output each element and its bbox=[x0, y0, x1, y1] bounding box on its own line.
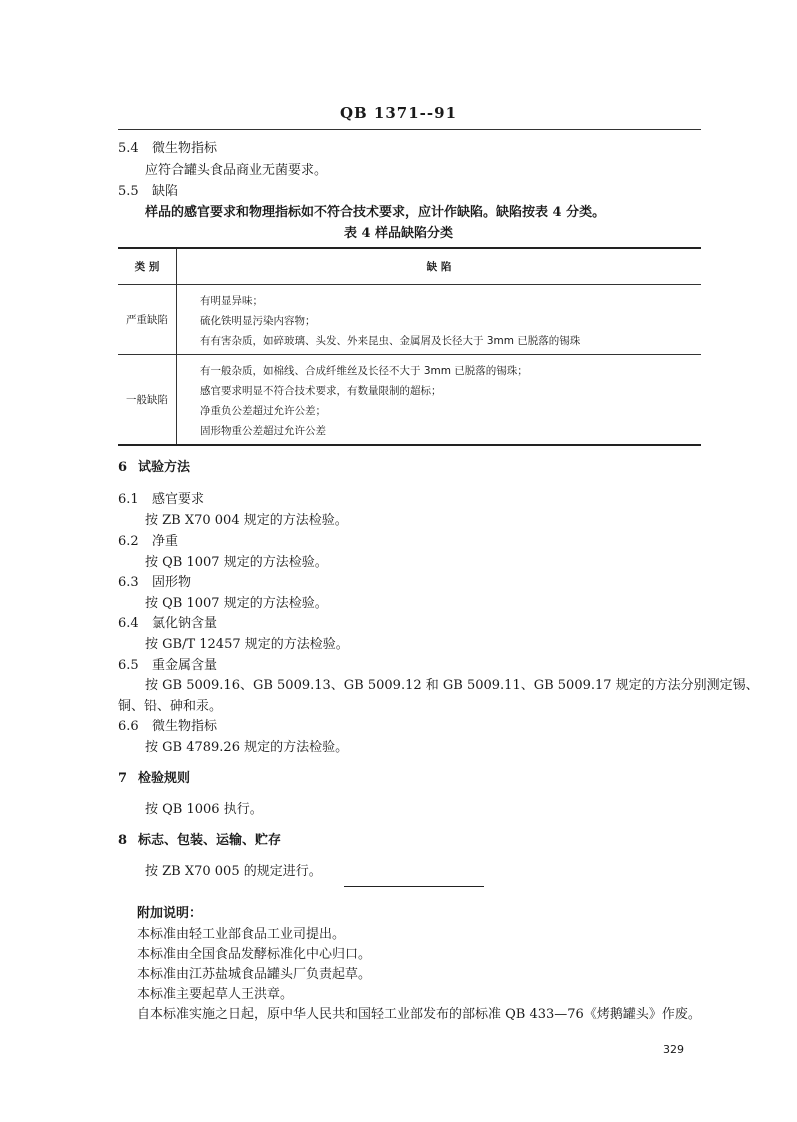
defect-item: 硫化铁明显污染内容物； bbox=[200, 315, 316, 327]
section-5-5-text: 样品的感官要求和物理指标如不符合技术要求，应计作缺陷。缺陷按表 4 分类。 bbox=[145, 205, 606, 220]
section-6-5-text-continued: 铜、铅、砷和汞。 bbox=[118, 699, 223, 714]
section-8-heading bbox=[118, 833, 281, 849]
defect-item: 固形物重公差超过允许公差 bbox=[200, 425, 326, 437]
section-8-text: 按 ZB X70 005 的规定进行。 bbox=[145, 864, 322, 879]
section-number: 6.4 bbox=[118, 616, 139, 631]
table-4-caption: 表 4 样品缺陷分类 bbox=[343, 226, 454, 241]
section-number: 5.5 bbox=[118, 184, 139, 199]
section-number: 6.2 bbox=[118, 534, 139, 549]
section-title: 标志、包装、运输、贮存 bbox=[138, 833, 282, 848]
defect-items-cell bbox=[177, 285, 702, 355]
section-6-5-heading bbox=[118, 658, 217, 674]
section-title: 感官要求 bbox=[152, 492, 205, 507]
section-6-4-text: 按 GB/T 12457 规定的方法检验。 bbox=[145, 637, 349, 652]
defect-items-cell bbox=[177, 355, 702, 446]
defect-item: 有明显异味； bbox=[200, 295, 263, 307]
section-6-5-text: 按 GB 5009.16、GB 5009.13、GB 5009.12 和 GB 5009.11、GB 5009.17 规定的方法分别测定锡、 bbox=[145, 678, 759, 693]
defect-item: 有有害杂质，如碎玻璃、头发、外来昆虫、金属屑及长径大于 3mm 已脱落的锡珠 bbox=[200, 335, 581, 347]
notes-line: 自本标准实施之日起，原中华人民共和国轻工业部发布的部标准 QB 433—76《烤鹅罐头》作废。 bbox=[137, 1007, 701, 1022]
defect-item: 有一般杂质，如棉线、合成纤维丝及长径不大于 3mm 已脱落的锡珠； bbox=[200, 365, 528, 377]
section-title: 氯化钠含量 bbox=[152, 616, 218, 631]
page-number: 329 bbox=[663, 1043, 684, 1056]
section-number: 8 bbox=[118, 833, 128, 848]
table-row bbox=[118, 285, 701, 355]
section-title: 缺陷 bbox=[152, 184, 179, 199]
section-6-4-heading bbox=[118, 616, 217, 632]
section-title: 固形物 bbox=[152, 575, 192, 590]
table-row bbox=[118, 355, 701, 446]
notes-line: 本标准由全国食品发酵标准化中心归口。 bbox=[137, 947, 372, 962]
section-number: 6.3 bbox=[118, 575, 139, 590]
standard-code-header: QB 1371--91 bbox=[339, 104, 458, 122]
notes-title: 附加说明： bbox=[137, 906, 203, 921]
end-rule bbox=[344, 886, 484, 887]
section-6-2-heading bbox=[118, 534, 178, 550]
defect-item: 感官要求明显不符合技术要求，有数量限制的超标； bbox=[200, 385, 442, 397]
section-7-text: 按 QB 1006 执行。 bbox=[145, 802, 263, 817]
section-6-1-text: 按 ZB X70 004 规定的方法检验。 bbox=[145, 513, 348, 528]
column-header-defect: 缺 陷 bbox=[177, 248, 702, 285]
section-6-6-text: 按 GB 4789.26 规定的方法检验。 bbox=[145, 740, 349, 755]
table-header-row bbox=[118, 248, 701, 285]
section-number: 5.4 bbox=[118, 141, 139, 156]
section-number: 7 bbox=[118, 771, 128, 786]
section-number: 6 bbox=[118, 460, 128, 475]
notes-line: 本标准由轻工业部食品工业司提出。 bbox=[137, 927, 346, 942]
section-number: 6.1 bbox=[118, 492, 139, 507]
section-title: 净重 bbox=[152, 534, 179, 549]
section-title: 试验方法 bbox=[138, 460, 191, 475]
defect-classification-table bbox=[118, 247, 701, 446]
column-header-category: 类 别 bbox=[118, 248, 177, 285]
section-6-1-heading bbox=[118, 492, 204, 508]
section-title: 检验规则 bbox=[138, 771, 191, 786]
section-6-2-text: 按 QB 1007 规定的方法检验。 bbox=[145, 555, 328, 570]
section-title: 微生物指标 bbox=[152, 719, 218, 734]
section-number: 6.5 bbox=[118, 658, 139, 673]
section-5-4-text: 应符合罐头食品商业无菌要求。 bbox=[145, 163, 328, 178]
defect-item: 净重负公差超过允许公差； bbox=[200, 405, 326, 417]
section-6-3-heading bbox=[118, 575, 191, 591]
notes-line: 本标准由江苏盐城食品罐头厂负责起草。 bbox=[137, 967, 372, 982]
section-6-3-text: 按 QB 1007 规定的方法检验。 bbox=[145, 596, 328, 611]
header-rule bbox=[118, 129, 701, 130]
section-number: 6.6 bbox=[118, 719, 139, 734]
section-6-6-heading bbox=[118, 719, 217, 735]
section-5-4-heading bbox=[118, 141, 217, 157]
section-6-heading bbox=[118, 460, 190, 476]
section-title: 重金属含量 bbox=[152, 658, 218, 673]
section-title: 微生物指标 bbox=[152, 141, 218, 156]
section-5-5-heading bbox=[118, 184, 178, 200]
section-7-heading bbox=[118, 771, 190, 787]
notes-line: 本标准主要起草人王洪章。 bbox=[137, 987, 294, 1002]
category-cell: 一般缺陷 bbox=[118, 355, 177, 446]
category-cell: 严重缺陷 bbox=[118, 285, 177, 355]
